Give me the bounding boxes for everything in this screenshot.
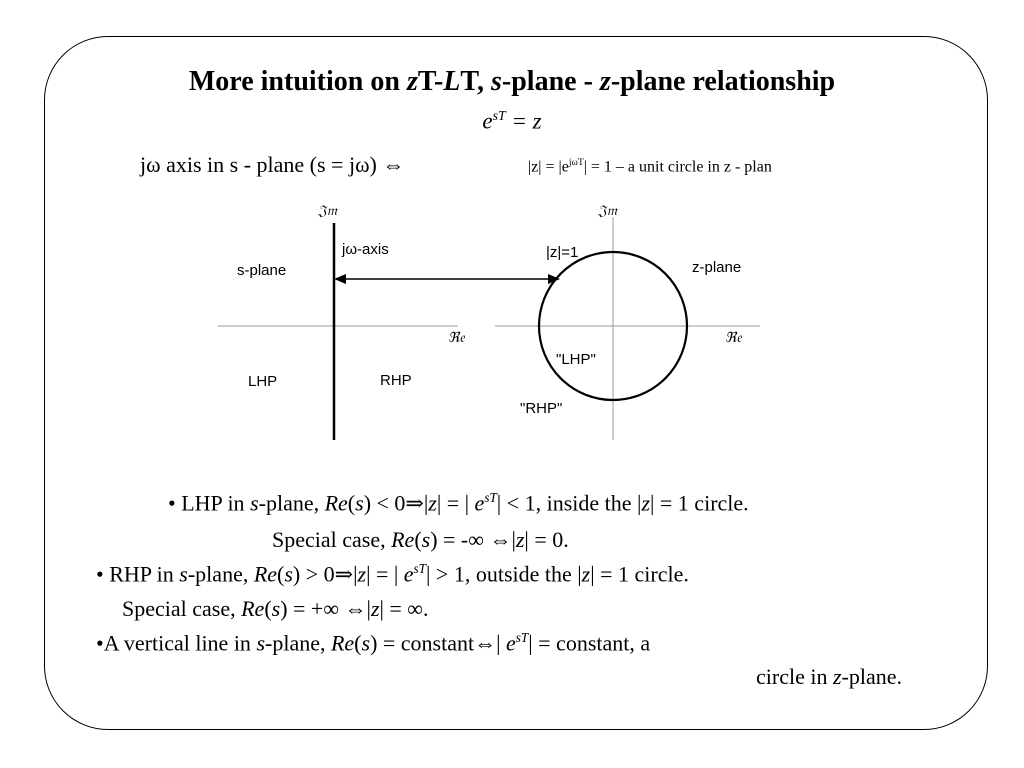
im-label-right: 𝔍𝔪 xyxy=(598,203,618,219)
s-z-plane-diagram xyxy=(210,195,770,445)
z-plane-label: z-plane xyxy=(692,259,742,276)
re-label-right: ℜ𝔢 xyxy=(725,330,742,346)
lhp-label: LHP xyxy=(248,373,278,390)
s-plane-label: s-plane xyxy=(237,262,287,279)
bullet-rhp: • RHP in s-plane, Re(s) > 0⇒|z| = | $e^{sT}| > 1$, outside the |z| = 1 circle. xyxy=(96,561,689,587)
special-case-lhp: Special case, Re(s) = -∞ ⇔|z| = 0. xyxy=(272,527,569,552)
im-label-left: 𝔍𝔪 xyxy=(318,203,338,219)
slide-title: More intuition on zT-LT, s-plane - z-plane relationship xyxy=(188,66,836,97)
bullet-vertical-line-cont: circle in z-plane. xyxy=(756,664,902,689)
quoted-rhp-label: "RHP" xyxy=(520,400,563,417)
jw-axis-equation: jω axis in s - plane (s = jω) ⇔ xyxy=(140,152,405,177)
arrow-head-left xyxy=(334,274,346,284)
bullet-vertical-line: •A vertical line in s-plane, Re(s) = constant⇔| $e^{sT}|$ = constant, a xyxy=(96,630,651,656)
re-label-left: ℜ𝔢 xyxy=(448,330,465,346)
unit-circle-equation: $|z| = |e^{j\omega T}| = 1 - a$ unit circle in z - plan xyxy=(528,157,772,176)
rhp-label: RHP xyxy=(380,372,412,389)
quoted-lhp-label: "LHP" xyxy=(556,351,596,368)
mapping-equation: $e^{sT} = z$ xyxy=(482,108,542,134)
abs-z-label: |z|=1 xyxy=(546,244,579,261)
special-case-rhp: Special case, Re(s) = +∞ ⇔|z| = ∞. xyxy=(122,596,429,621)
bullet-lhp: • LHP in s-plane, Re(s) < 0⇒|z| = | $e^{sT}| < 1$, inside the |z| = 1 circle. xyxy=(168,490,749,516)
jw-axis-label: jω-axis xyxy=(342,241,389,258)
